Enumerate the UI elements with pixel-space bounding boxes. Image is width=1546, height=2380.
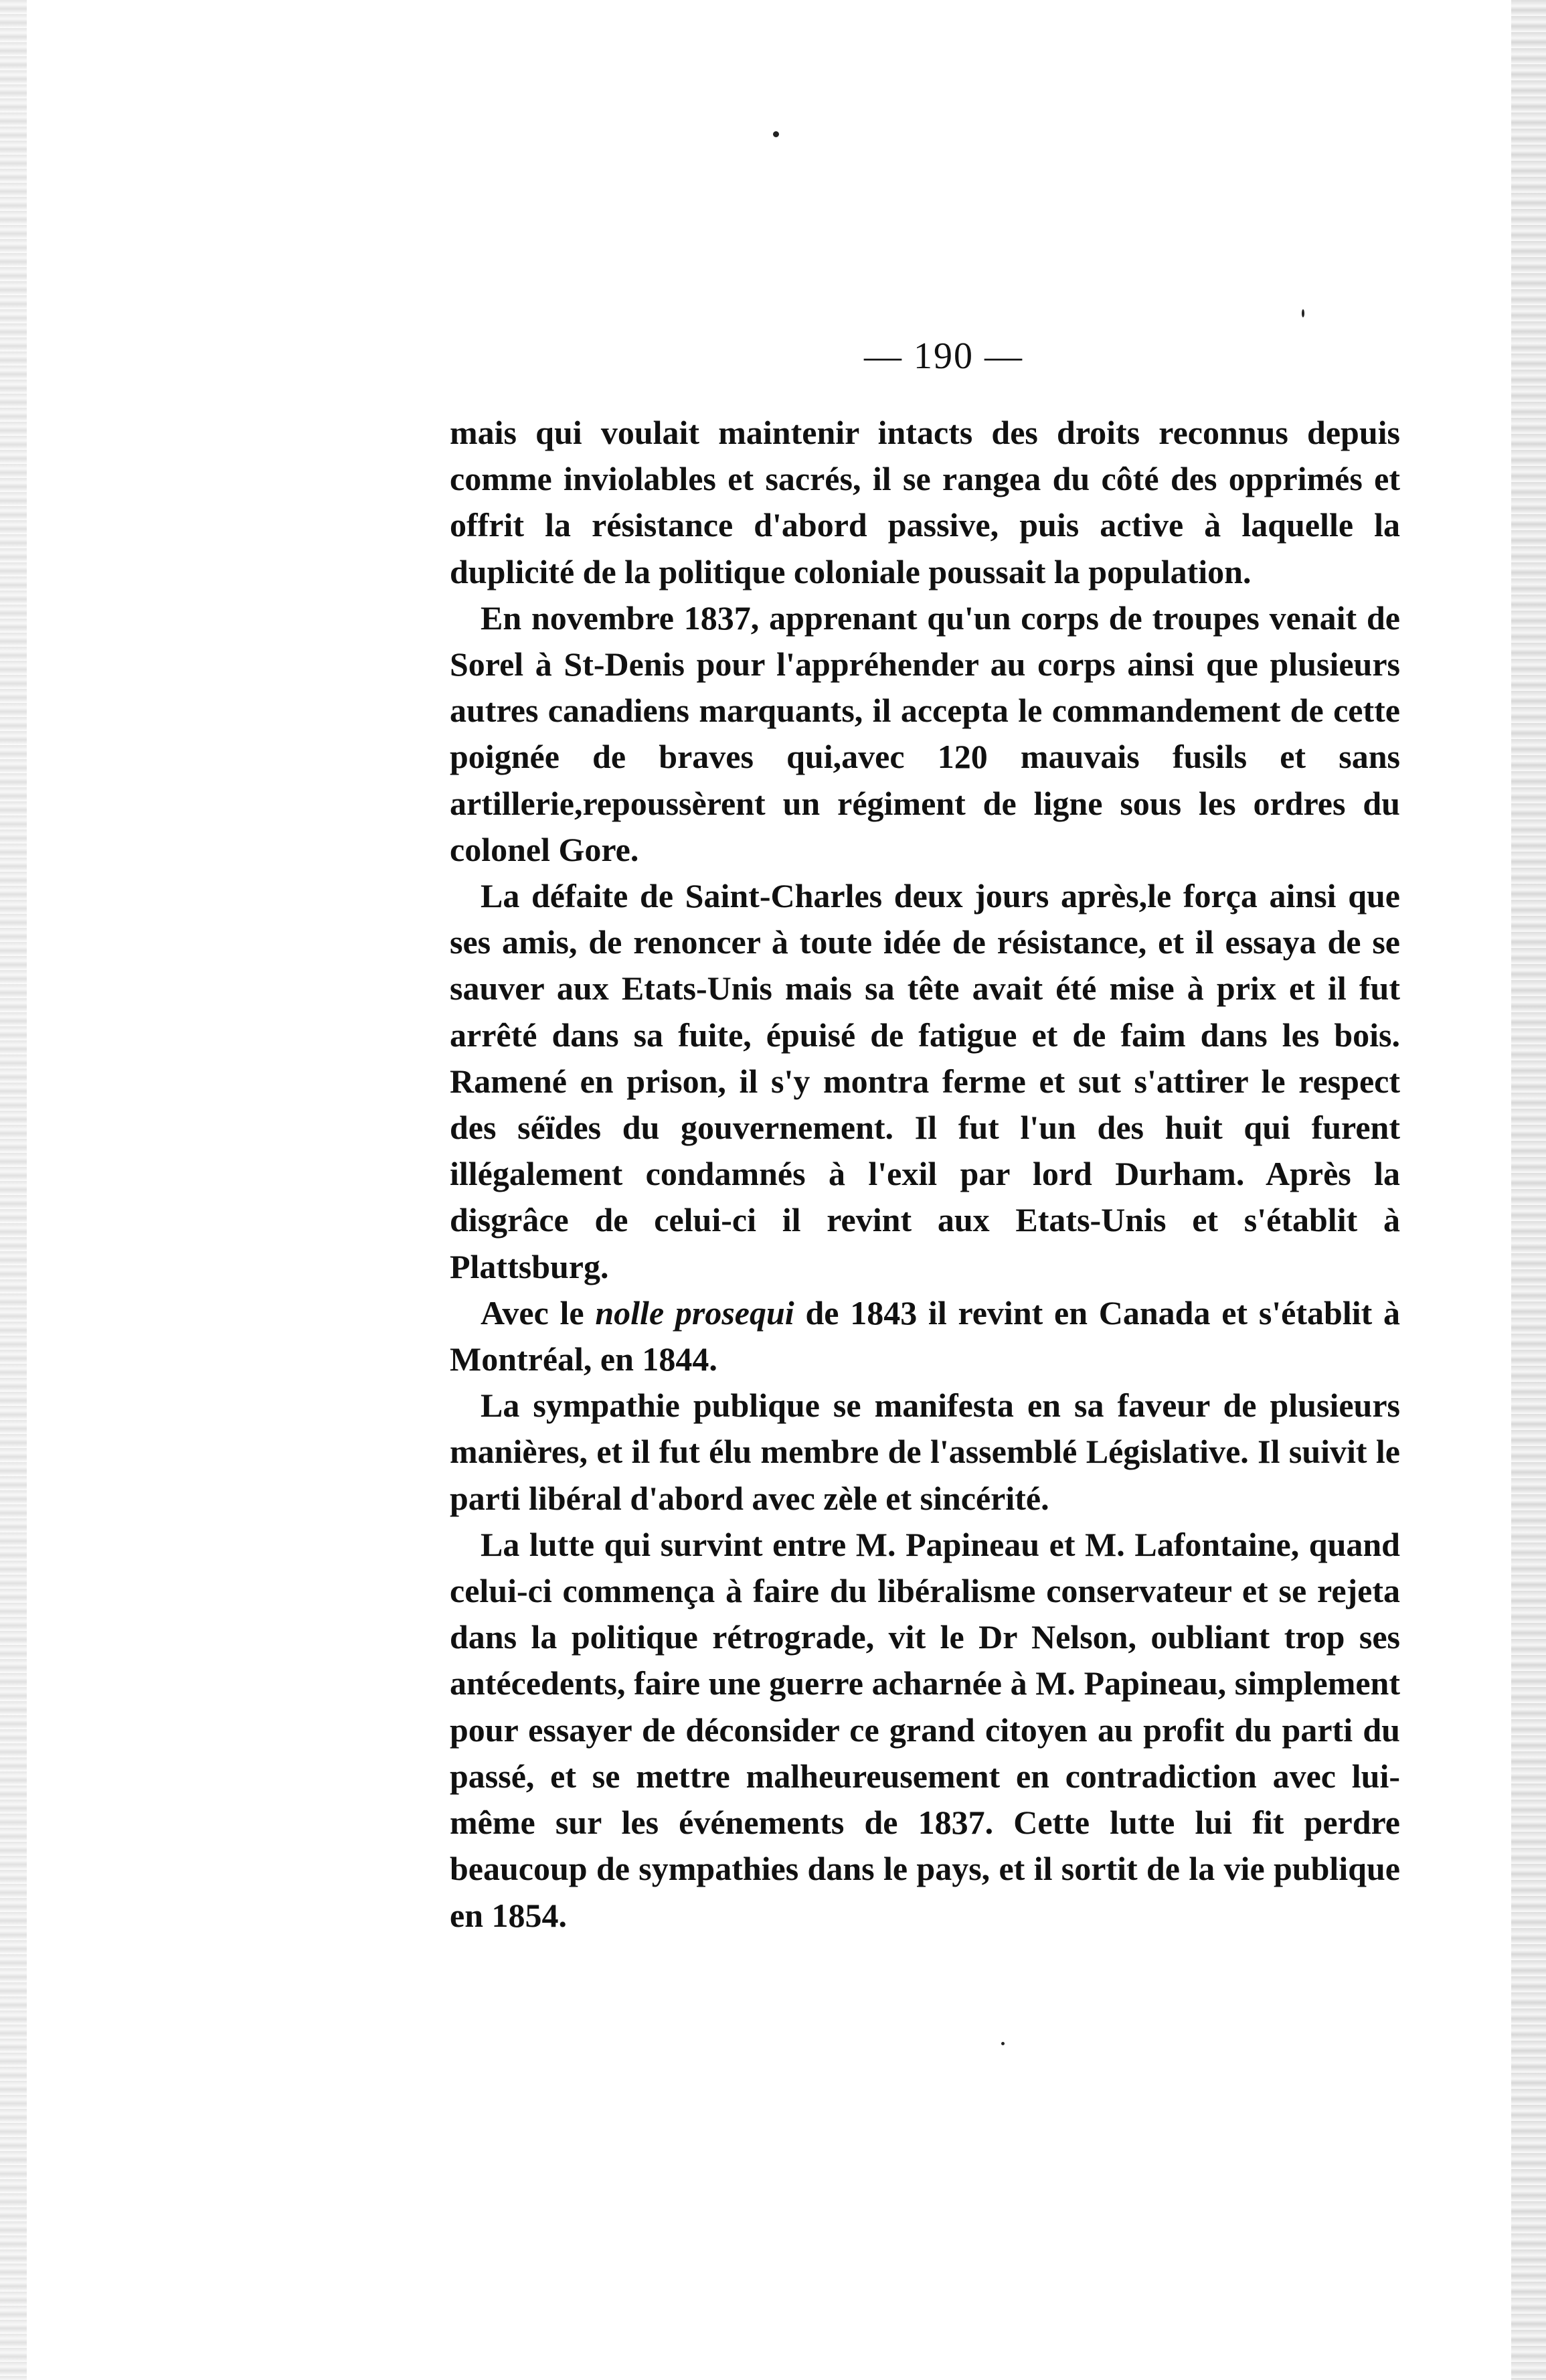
scan-speck <box>773 131 779 137</box>
page-number: — 190 — <box>864 335 1023 377</box>
page-edge-shadow-left <box>0 0 27 2380</box>
scan-speck <box>1302 309 1304 317</box>
paragraph: La défaite de Saint-Charles deux jours après,le força ainsi que ses amis, de renoncer à toute idée de résistance, et il essaya de se sauver aux Etats-Unis mais sa tête avait été mise à prix et il fut arrêté dans sa fuite, épuisé de fatigue et de faim dans les bois. Ramené en prison, il s'y montra ferme et sut s'attirer le respect des séïdes du gouvernement. Il fut l'un des huit qui furent illégalement condamnés à l'exil par lord Durham. Après la disgrâce de celui-ci il revint aux Etats-Unis et s'établit à Plattsburg. <box>450 877 1400 1285</box>
paragraph: La lutte qui survint entre M. Papineau et M. Lafontaine, quand celui-ci commença à faire du libéralisme conservateur et se rejeta dans la politique rétrograde, vit le Dr Nelson, oubliant trop ses antécedents, faire une guerre acharnée à M. Papineau, simplement pour essayer de déconsider ce grand citoyen au profit du parti du passé, et se mettre malheureusement en contradiction avec lui-même sur les événements de 1837. Cette lutte lui fit perdre beaucoup de sympathies dans le pays, et il sortit de la vie publique en 1854. <box>450 1525 1400 1934</box>
page-edge-shadow-right <box>1511 0 1546 2380</box>
paragraph: La sympathie publique se manifesta en sa faveur de plusieurs manières, et il fut élu membre de l'assemblé Législative. Il suivit le parti libéral d'abord avec zèle et sincérité. <box>450 1386 1400 1517</box>
paragraph-text: de 1843 il revint en Canada et s'établit à Montréal, en 1844. <box>450 1293 1400 1378</box>
body-text <box>450 410 1400 1939</box>
italic-term: nolle prosequi <box>595 1293 794 1332</box>
paragraph-text: Avec le <box>481 1293 596 1332</box>
paragraph <box>450 1290 1400 1382</box>
paragraph: mais qui voulait maintenir intacts des droits reconnus depuis comme inviolables et sacrés, il se rangea du côté des opprimés et offrit la résistance d'abord passive, puis active à laquelle la duplicité de la politique coloniale poussait la population. <box>450 414 1400 590</box>
paragraph: En novembre 1837, apprenant qu'un corps de troupes venait de Sorel à St-Denis pour l'appréhender au corps ainsi que plusieurs autres canadiens marquants, il accepta le commandement de cette poignée de braves qui,avec 120 mauvais fusils et sans artillerie,repoussèrent un régiment de ligne sous les ordres du colonel Gore. <box>450 599 1400 868</box>
scan-speck <box>1001 2042 1005 2045</box>
